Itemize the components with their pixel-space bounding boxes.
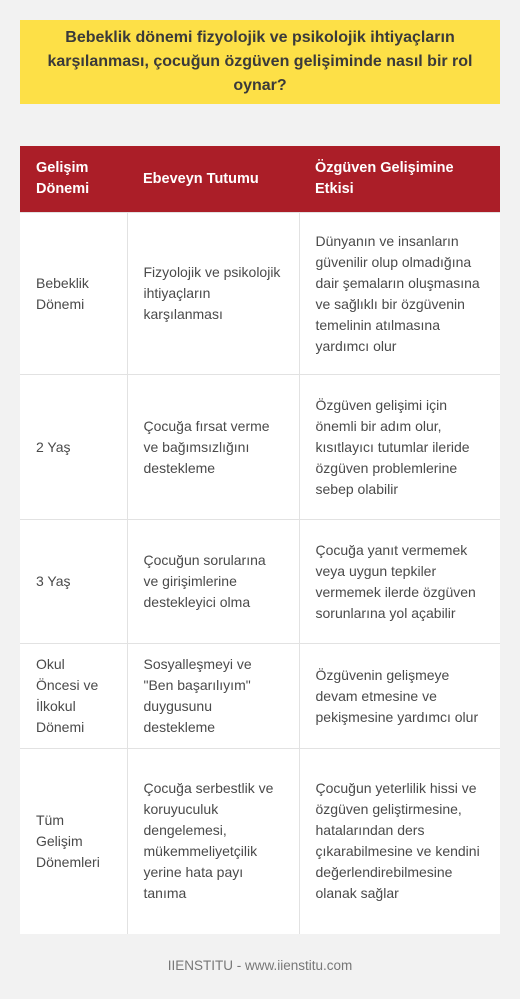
cell-attitude: Çocuğun sorularına ve girişimlerine destekleyici olma bbox=[127, 520, 299, 644]
table-row bbox=[20, 375, 500, 520]
table-header-row bbox=[20, 146, 500, 213]
table-row bbox=[20, 213, 500, 375]
cell-attitude: Çocuğa fırsat verme ve bağımsızlığını destekleme bbox=[127, 375, 299, 520]
table-row bbox=[20, 749, 500, 934]
cell-period: Okul Öncesi ve İlkokul Dönemi bbox=[20, 644, 127, 749]
table-row bbox=[20, 520, 500, 644]
cell-period: 2 Yaş bbox=[20, 375, 127, 520]
cell-period: 3 Yaş bbox=[20, 520, 127, 644]
header-gelisim-donemi: Gelişim Dönemi bbox=[20, 146, 127, 213]
development-table bbox=[20, 146, 500, 934]
table-row bbox=[20, 644, 500, 749]
title-banner bbox=[20, 20, 500, 104]
cell-attitude: Fizyolojik ve psikolojik ihtiyaçların karşılanması bbox=[127, 213, 299, 375]
cell-effect: Çocuğun yeterlilik hissi ve özgüven geliştirmesine, hatalarından ders çıkarabilmesine ve kendini değerlendirebilmesine olanak sağlar bbox=[299, 749, 500, 934]
cell-effect: Çocuğa yanıt vermemek veya uygun tepkiler vermemek ilerde özgüven sorunlarına yol açabilir bbox=[299, 520, 500, 644]
cell-effect: Özgüvenin gelişmeye devam etmesine ve pekişmesine yardımcı olur bbox=[299, 644, 500, 749]
cell-attitude: Çocuğa serbestlik ve koruyuculuk dengelemesi, mükemmeliyetçilik yerine hata payı tanıma bbox=[127, 749, 299, 934]
header-ebeveyn-tutumu: Ebeveyn Tutumu bbox=[127, 146, 299, 213]
cell-effect: Özgüven gelişimi için önemli bir adım olur, kısıtlayıcı tutumlar ileride özgüven problemlerine sebep olabilir bbox=[299, 375, 500, 520]
cell-effect: Dünyanın ve insanların güvenilir olup olmadığına dair şemaların oluşmasına ve sağlıklı bir özgüvenin temelinin atılmasına yardımcı olur bbox=[299, 213, 500, 375]
cell-period: Bebeklik Dönemi bbox=[20, 213, 127, 375]
footer-credit: IIENSTITU - www.iienstitu.com bbox=[167, 958, 353, 973]
page-title: Bebeklik dönemi fizyolojik ve psikolojik ihtiyaçların karşılanması, çocuğun özgüven gelişiminde nasıl bir rol oynar? bbox=[47, 29, 473, 94]
cell-attitude: Sosyalleşmeyi ve "Ben başarılıyım" duygusunu destekleme bbox=[127, 644, 299, 749]
cell-period: Tüm Gelişim Dönemleri bbox=[20, 749, 127, 934]
header-ozguven-etkisi: Özgüven Gelişimine Etkisi bbox=[299, 146, 500, 213]
